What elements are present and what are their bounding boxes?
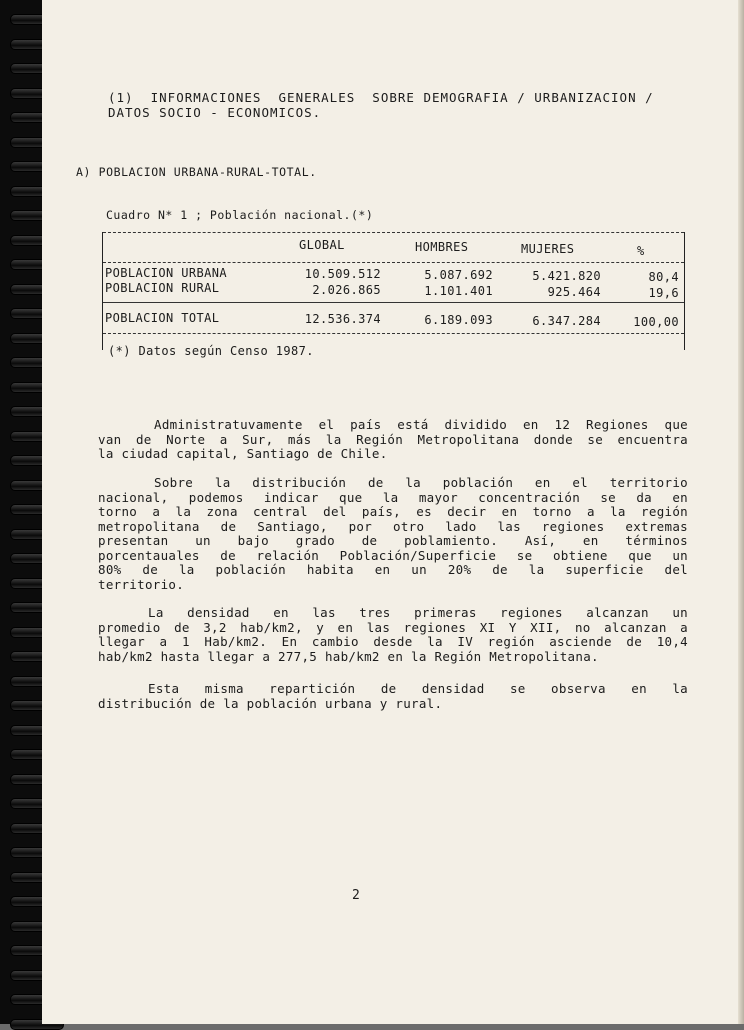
table-header-rule [103,262,684,263]
paragraph-line: Esta misma repartición de densidad se observa en la [148,681,688,696]
row-total-label: POBLACION TOTAL [105,311,220,325]
row-urbana-mujeres: 5.421.820 [532,269,601,283]
paragraph-line: territorio. [98,576,185,592]
population-table [102,232,685,350]
table-bottom-rule [103,333,684,334]
row-rural-label: POBLACION RURAL [105,281,220,295]
paragraph-line: 80% de la población habita en un 20% de la superficie del [98,562,688,577]
row-urbana-hombres: 5.087.692 [424,268,493,282]
row-total-pct: 100,00 [633,315,679,329]
paragraph-line: Administratuvamente el país está dividido en 12 Regiones que [154,417,688,432]
row-rural-hombres: 1.101.401 [424,284,493,298]
paragraph-line: promedio de 3,2 hab/km2, y en las regiones XI Y XII, no alcanzan a [98,619,688,635]
paragraph-4 [98,682,688,711]
document-page [42,0,744,1024]
row-total-global: 12.536.374 [304,312,381,326]
row-rural-mujeres: 925.464 [547,285,601,299]
table-footnote: (*) Datos según Censo 1987. [108,344,314,358]
paragraph-line: presentan un bajo grado de poblamiento. Así, en términos [98,533,688,548]
paragraph-line: Sobre la distribución de la población en el territorio [154,475,688,490]
paragraph-line: hab/km2 hasta llegar a 277,5 hab/km2 en la Región Metropolitana. [98,648,599,664]
row-total-hombres: 6.189.093 [424,313,493,327]
header-mujeres: MUJERES [521,242,575,256]
paragraph-line: distribución de la población urbana y rural. [98,695,443,711]
paragraph-line: porcentauales de relación Población/Superficie se obtiene que un [98,547,688,563]
header-hombres: HOMBRES [415,240,469,254]
paragraph-line: nacional, podemos indicar que la mayor concentración se da en [98,489,688,505]
paragraph-3 [98,606,688,664]
table-top-rule [103,232,684,233]
row-rural-pct: 19,6 [648,286,679,300]
row-urbana-global: 10.509.512 [304,267,381,281]
row-rural-global: 2.026.865 [312,283,381,297]
page-edge-shadow [738,0,744,1024]
row-urbana-label: POBLACION URBANA [105,266,227,280]
paragraph-line: van de Norte a Sur, más la Región Metropolitana donde se encuentra [98,431,688,447]
row-total-mujeres: 6.347.284 [532,314,601,328]
paragraph-2 [98,476,688,592]
header-global: GLOBAL [299,238,345,252]
paragraph-line: llegar a 1 Hab/km2. En cambio desde la IV región asciende de 10,4 [98,634,688,649]
paragraph-line: la ciudad capital, Santiago de Chile. [98,446,388,461]
paragraph-line: metropolitana de Santiago, por otro lado las regiones extremas [98,518,688,534]
paragraph-line: La densidad en las tres primeras regiones alcanzan un [148,605,688,620]
header-percent: % [637,244,645,258]
paragraph-line: torno a la zona central del país, es decir en torno a la región [98,504,688,519]
row-urbana-pct: 80,4 [648,270,679,284]
section-heading: (1) INFORMACIONES GENERALES SOBRE DEMOGRAFIA / URBANIZACION / DATOS SOCIO - ECONOMICOS. [108,90,654,120]
subsection-title: A) POBLACION URBANA-RURAL-TOTAL. [76,165,317,179]
page-number: 2 [352,888,360,903]
table-total-rule [103,302,684,303]
table-caption: Cuadro N* 1 ; Población nacional.(*) [106,208,374,222]
paragraph-1 [98,418,688,462]
